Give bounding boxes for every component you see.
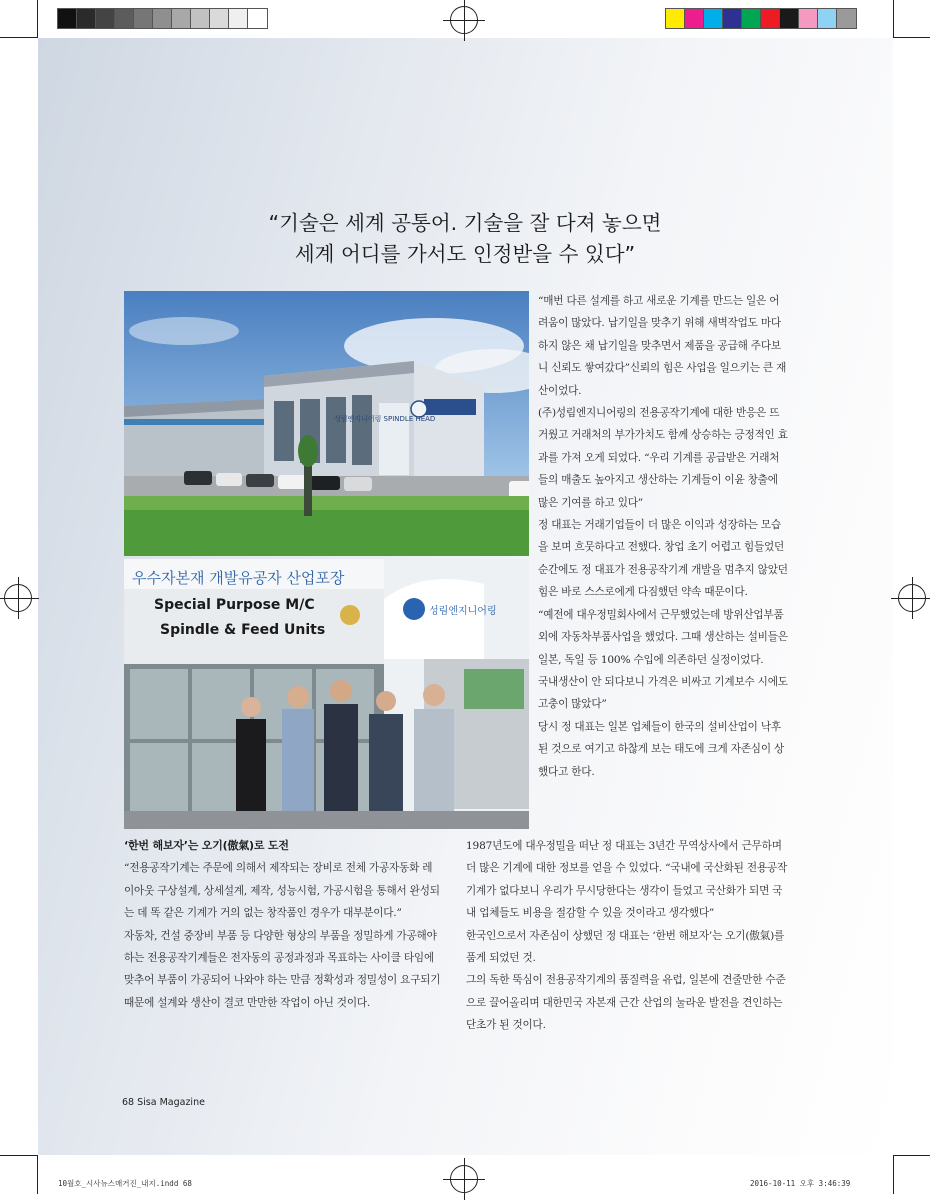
crop-mark [37, 1156, 38, 1194]
headline-line-1: “기술은 세계 공통어. 기술을 잘 다져 놓으면 [268, 211, 662, 235]
registration-mark-bottom [450, 1165, 478, 1193]
section-subhead: ‘한번 해보자’는 오기(傲氣)로 도전 [124, 839, 289, 852]
left-text-column [124, 835, 442, 1014]
page-folio: 68 Sisa Magazine [122, 1097, 205, 1108]
crop-mark [893, 1156, 894, 1194]
color-swatch [685, 9, 704, 28]
paragraph: “매번 다른 설계를 하고 새로운 기계를 만드는 일은 어려움이 많았다. 납기일을 맞추기 위해 새벽작업도 마다하지 않은 채 납기일을 맞추면서 제품을 공급해 주다보니 신뢰도 쌓여갔다”신뢰의 힘은 사업을 일으키는 큰 재산이었다. [538, 295, 787, 397]
paragraph: 1987년도에 대우정밀을 떠난 정 대표는 3년간 무역상사에서 근무하며 더 많은 기계에 대한 정보를 얻을 수 있었다. “국내에 국산화된 전용공작기계가 없다보니 우리가 무시당한다는 생각이 들었고 국산화가 되면 국내 업체들도 비용을 절감할 수 있을 것이라고 생각했다” [466, 840, 787, 920]
color-swatch [96, 9, 115, 28]
headline-line-2: 세계 어디를 가서도 인정받을 수 있다” [294, 242, 636, 266]
paragraph: 그의 독한 뚝심이 전용공작기계의 품질력을 유럽, 일본에 견줄만한 수준으로 끌어올리며 대한민국 자본재 근간 산업의 눌라운 발전을 견인하는 단초가 된 것이다. [466, 974, 786, 1032]
booth-banner-korean: 우수자본재 개발유공자 산업포장 [132, 569, 345, 587]
paragraph: “예전에 대우정밀회사에서 근무했었는데 방위산업부품 외에 자동차부품사업을 했었다. 그때 생산하는 설비들은 일본, 독일 등 100% 수입에 의존하던 실정이었다. [538, 608, 788, 666]
color-swatch [134, 9, 153, 28]
color-swatch [723, 9, 742, 28]
process-color-bar [666, 9, 856, 28]
color-swatch [704, 9, 723, 28]
paragraph: (주)성림엔지니어링의 전용공작기계에 대한 반응은 뜨거웠고 거래처의 부가가치도 함께 상승하는 긍정적인 효과를 가져 오게 되었다. “우리 기계를 공급받은 거래처들의 매출도 높아지고 생산하는 기계들이 이윤 창출에 많은 기여를 하고 있다” [538, 407, 788, 509]
booth-sign-text: 성림엔지니어링 [429, 606, 497, 617]
color-swatch [191, 9, 210, 28]
color-swatch [780, 9, 799, 28]
paragraph: 정 대표는 거래기업들이 더 많은 이익과 성장하는 모습을 보며 흐뭇하다고 전했다. 창업 초기 어렵고 힘들었던 순간에도 정 대표가 전용공작기계 개발을 멈추지 않았던 힘은 바로 스스로에게 다짐했던 약속 때문이다. [538, 519, 788, 599]
paragraph: 자동차, 건설 중장비 부품 등 다양한 형상의 부품을 정밀하게 가공해야 하는 전용공작기계들은 전자동의 공정과정과 목표하는 사이클 타임에 맞추어 부품이 가공되어 나와야 하는 만큼 정확성과 정밀성이 요구되기 때문에 설계와 생산이 결코 만만한 작업이 아닌 것이다. [124, 929, 441, 1009]
paragraph: 국내생산이 안 되다보니 가격은 비싸고 기계보수 시에도 고충이 많았다” [538, 675, 788, 711]
crop-mark [893, 37, 930, 38]
color-swatch [210, 9, 229, 28]
pull-quote-headline [140, 208, 790, 270]
crop-mark [0, 1155, 38, 1156]
paragraph: “전용공작기계는 주문에 의해서 제작되는 장비로 전체 가공자동화 레이아웃 구상설계, 상세설계, 제작, 성능시험, 가공시험을 통해서 완성되는 데 똑 같은 기계가 거의 없는 창작품인 경우가 대부분이다.” [124, 862, 440, 920]
right-text-column [538, 290, 788, 783]
gray-color-bar [58, 9, 267, 28]
color-swatch [77, 9, 96, 28]
color-swatch [115, 9, 134, 28]
booth-banner-english-1: Special Purpose M/C [154, 597, 315, 613]
color-swatch [837, 9, 856, 28]
registration-mark-right [898, 584, 926, 612]
factory-building-photo [124, 291, 529, 556]
crop-mark [0, 37, 38, 38]
color-swatch [742, 9, 761, 28]
crop-mark [893, 0, 894, 37]
color-swatch [666, 9, 685, 28]
color-swatch [153, 9, 172, 28]
color-swatch [172, 9, 191, 28]
color-swatch [761, 9, 780, 28]
booth-banner-english-2: Spindle & Feed Units [160, 622, 326, 638]
paragraph: 한국인으로서 자존심이 상했던 정 대표는 ‘한번 해보자’는 오기(傲氣)를 품게 되었던 것. [466, 929, 785, 965]
color-swatch [229, 9, 248, 28]
paragraph: 당시 정 대표는 일본 업체들이 한국의 설비산업이 낙후된 것으로 여기고 하찮게 보는 태도에 크게 자존심이 상했다고 한다. [538, 720, 785, 778]
building-sign-text: 성림엔지니어링 SPINDLE HEAD [334, 415, 436, 423]
timestamp-slug: 2016-10-11 오후 3:46:39 [750, 1179, 851, 1188]
middle-text-column [466, 835, 788, 1037]
registration-mark-left [4, 584, 32, 612]
file-slug: 10월호_시사뉴스매거진_내지.indd 68 [58, 1179, 192, 1188]
color-swatch [799, 9, 818, 28]
registration-mark-top [450, 6, 478, 34]
color-swatch [248, 9, 267, 28]
exhibition-booth-photo [124, 559, 529, 829]
crop-mark [893, 1155, 930, 1156]
crop-mark [37, 0, 38, 37]
color-swatch [818, 9, 837, 28]
color-swatch [58, 9, 77, 28]
